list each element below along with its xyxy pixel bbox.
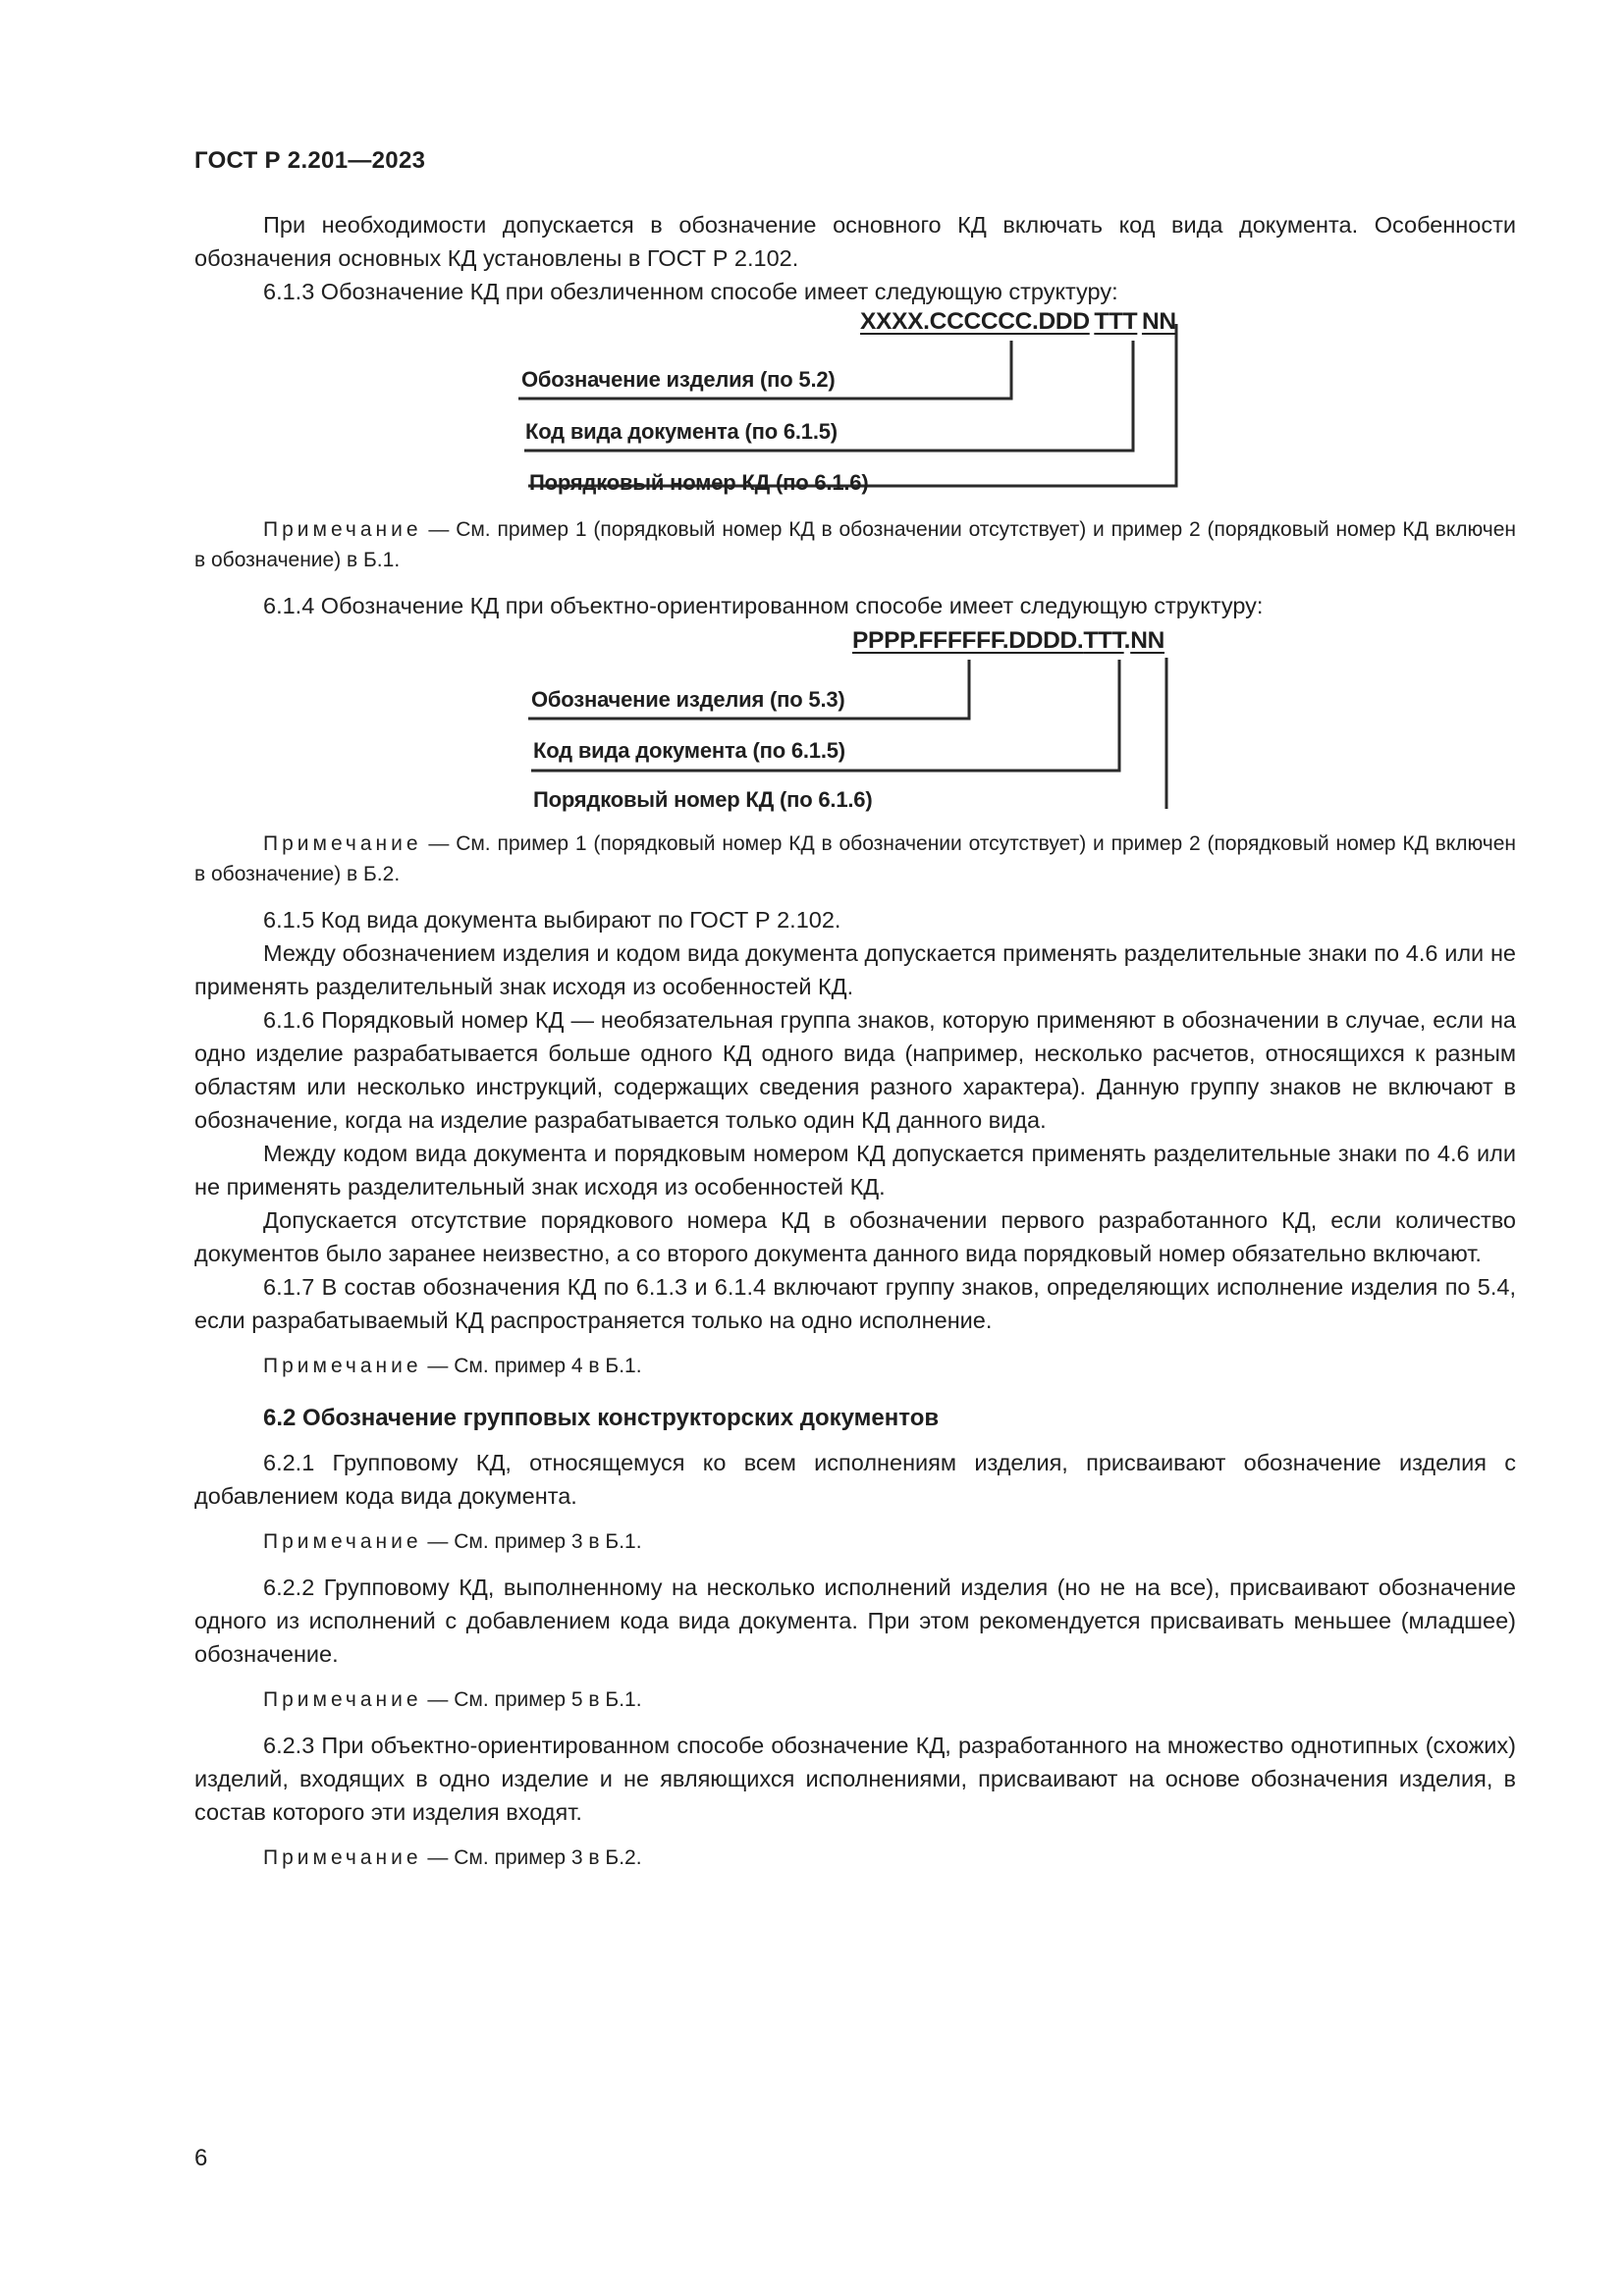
diagram-2-label-doc-code: Код вида документа (по 6.1.5): [533, 738, 845, 763]
diagram-1-code: [860, 308, 1176, 336]
paragraph-6-2-1: 6.2.1 Групповому КД, относящемуся ко всем исполнениям изделия, присваивают обозначение изделия с добавлением кода вида документа.: [194, 1450, 1516, 1509]
paragraph-6-1-5: 6.1.5 Код вида документа выбирают по ГОСТ Р 2.102.: [263, 907, 841, 933]
paragraph-6-1-5-b: Между обозначением изделия и кодом вида документа допускается применять разделительные знаки по 4.6 или не применять разделительный знак исходя из особенностей КД.: [194, 940, 1516, 999]
paragraph-6-2-3: 6.2.3 При объектно-ориентированном способе обозначение КД, разработанного на множество однотипных (схожих) изделий, входящих в одно изделие и не являющихся исполнениями, присваивают на основе обозначения изделия, в состав которого эти изделия входят.: [194, 1733, 1516, 1825]
diagram-1-code-main: XXXX.CCCCCC.DDD: [860, 308, 1090, 335]
note-3-text: — См. пример 4 в Б.1.: [421, 1355, 642, 1377]
note-1-text: — См. пример 1 (порядковый номер КД в обозначении отсутствует) и пример 2 (порядковый номер КД включен в обозначение) в Б.1.: [194, 518, 1516, 571]
page-content: [194, 147, 1516, 1873]
note-3: [194, 1351, 1516, 1381]
diagram-1-label-product: Обозначение изделия (по 5.2): [521, 367, 836, 392]
paragraph-6-1-6-b: Между кодом вида документа и порядковым номером КД допускается применять разделительные знаки по 4.6 или не применять разделительный знак исходя из особенностей КД.: [194, 1141, 1516, 1200]
note-6: [194, 1842, 1516, 1873]
designation-diagram-1: [194, 308, 1516, 495]
page-number: 6: [194, 2145, 208, 2171]
diagram-1-label-doc-code: Код вида документа (по 6.1.5): [525, 419, 838, 444]
diagram-2-code: [852, 627, 1164, 655]
note-5-word: Примечание: [263, 1688, 422, 1711]
note-5-text: — См. пример 5 в Б.1.: [421, 1688, 642, 1711]
paragraph-6-1-7: 6.1.7 В состав обозначения КД по 6.1.3 и 6.1.4 включают группу знаков, определяющих исполнение изделия по 5.4, если разрабатываемый КД распространяется только на одно исполнение.: [194, 1274, 1516, 1333]
diagram-2-code-nn: NN: [1130, 627, 1164, 654]
note-2: [194, 828, 1516, 889]
paragraph-intro: При необходимости допускается в обозначение основного КД включать код вида документа. Особенности обозначения основных КД установлены в ГОСТ Р 2.102.: [194, 212, 1516, 271]
diagram-2-label-product: Обозначение изделия (по 5.3): [531, 687, 845, 712]
diagram-1-label-serial: Порядковый номер КД (по 6.1.6): [529, 470, 869, 495]
designation-diagram-2: [194, 622, 1516, 812]
note-1: [194, 514, 1516, 575]
diagram-2-code-dot: .: [1123, 627, 1131, 654]
note-3-word: Примечание: [263, 1355, 422, 1377]
diagram-2-code-ttt: TTT: [1083, 627, 1124, 654]
note-6-word: Примечание: [263, 1846, 422, 1869]
diagram-1-code-ttt: TTT: [1094, 308, 1138, 335]
note-2-text: — См. пример 1 (порядковый номер КД в обозначении отсутствует) и пример 2 (порядковый номер КД включен в обозначение) в Б.2.: [194, 832, 1516, 885]
paragraph-6-1-6: 6.1.6 Порядковый номер КД — необязательная группа знаков, которую применяют в обозначении в случае, если на одно изделие разрабатывается больше одного КД одного вида (например, несколько расчетов, относящихся к разным областям или несколько инструкций, содержащих сведения разного характера). Данную группу знаков не включают в обозначение, когда на изделие разрабатывается только один КД данного вида.: [194, 1007, 1516, 1133]
diagram-1-connector-lines: [194, 308, 1516, 495]
document-header: ГОСТ Р 2.201—2023: [194, 147, 426, 174]
note-2-word: Примечание: [263, 832, 422, 855]
diagram-2-code-main: PPPP.FFFFFF.DDDD.: [852, 627, 1084, 654]
note-6-text: — См. пример 3 в Б.2.: [421, 1846, 642, 1869]
paragraph-6-1-3: 6.1.3 Обозначение КД при обезличенном способе имеет следующую структуру:: [263, 279, 1118, 304]
note-5: [194, 1684, 1516, 1715]
paragraph-6-1-4: 6.1.4 Обозначение КД при объектно-ориентированном способе имеет следующую структуру:: [263, 593, 1264, 618]
note-4-text: — См. пример 3 в Б.1.: [421, 1530, 642, 1553]
paragraph-6-2-2: 6.2.2 Групповому КД, выполненному на несколько исполнений изделия (но не на все), присваивают обозначение одного из исполнений с добавлением кода вида документа. При этом рекомендуется присваивать меньшее (младшее) обозначение.: [194, 1575, 1516, 1667]
note-1-word: Примечание: [263, 518, 422, 541]
paragraph-6-1-6-c: Допускается отсутствие порядкового номера КД в обозначении первого разработанного КД, если количество документов было заранее неизвестно, а со второго документа данного вида порядковый номер обязательно включают.: [194, 1207, 1516, 1266]
diagram-2-label-serial: Порядковый номер КД (по 6.1.6): [533, 787, 873, 812]
note-4: [194, 1526, 1516, 1557]
section-6-2-title: 6.2 Обозначение групповых конструкторских документов: [263, 1405, 940, 1431]
note-4-word: Примечание: [263, 1530, 422, 1553]
diagram-1-code-nn: NN: [1141, 308, 1176, 335]
